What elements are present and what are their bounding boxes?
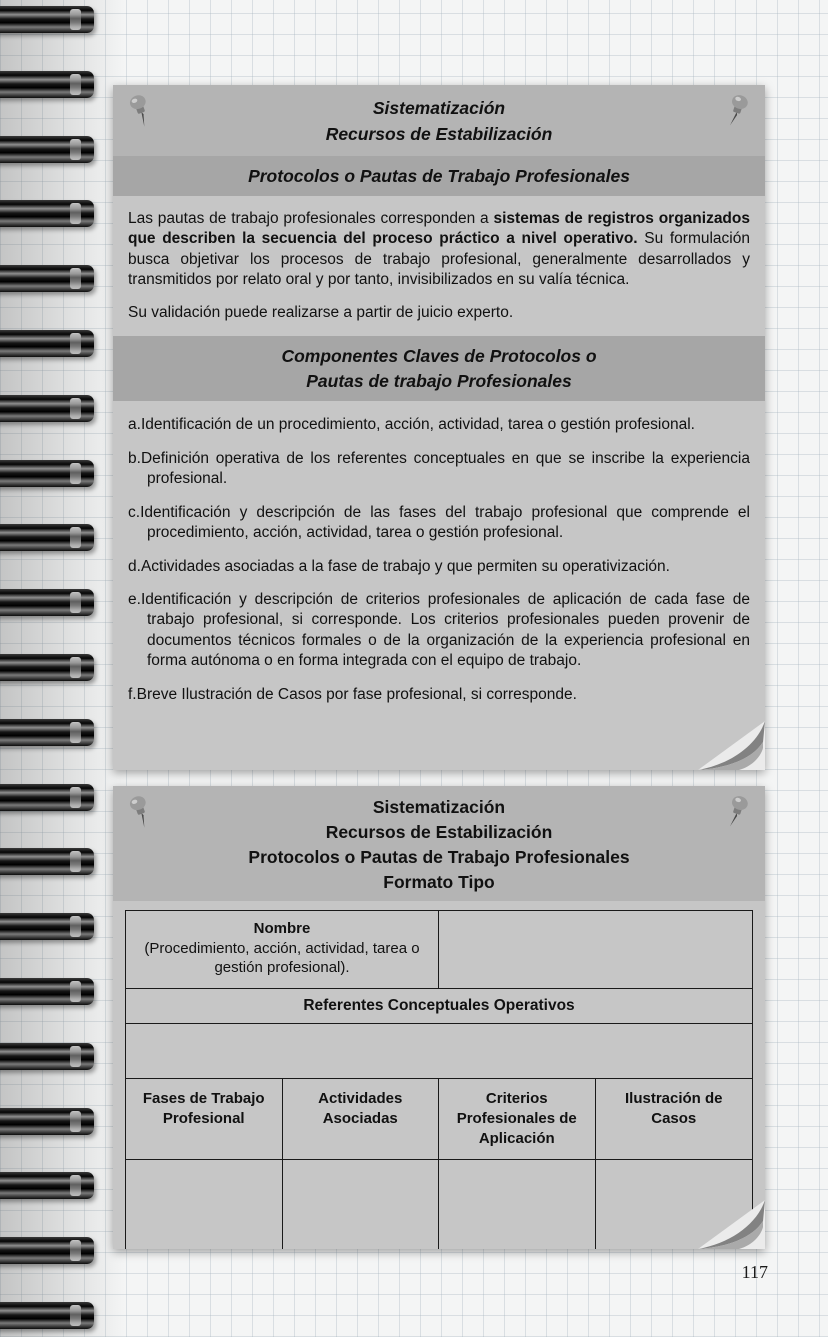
- card2-title-line3: Protocolos o Pautas de Trabajo Profesionales: [248, 846, 630, 867]
- list-item-f-label: f.: [128, 685, 137, 703]
- page-number: 117: [741, 1262, 768, 1282]
- spiral-coil-icon: [0, 1172, 94, 1199]
- spiral-coil-icon: [0, 524, 94, 551]
- formato-tipo-table: [125, 910, 753, 1249]
- list-item-e-label: e.: [128, 590, 141, 608]
- card2-title-line2: Recursos de Estabilización: [325, 821, 553, 842]
- paragraph-definition-pre: Las pautas de trabajo profesionales corresponden a: [128, 210, 494, 227]
- table-cell-referentes-value: [126, 1024, 752, 1079]
- worksheet-card-protocolos: [113, 85, 765, 770]
- spiral-coil-icon: [0, 719, 94, 746]
- card2-title-line1: Sistematización: [372, 797, 506, 817]
- card1-body: [113, 196, 765, 336]
- column-header-fases: Fases de Trabajo Profesional: [126, 1079, 283, 1159]
- table-cell-nombre: [126, 911, 439, 989]
- spiral-coil-icon: [0, 589, 94, 616]
- list-item-e: [128, 590, 750, 672]
- componentes-list: [113, 401, 765, 719]
- list-item-d-text: Actividades asociadas a la fase de trabajo y que permiten su operativización.: [140, 557, 670, 575]
- spiral-coil-icon: [0, 330, 94, 357]
- list-item-b-label: b.: [128, 449, 141, 467]
- nombre-label: Nombre: [253, 920, 311, 938]
- spiral-coil-icon: [0, 6, 94, 33]
- list-item-a: [128, 415, 750, 435]
- page-curl-icon: [695, 1195, 765, 1249]
- list-item-c-text: Identificación y descripción de las fases del trabajo profesional que comprende el procedimiento, acción, actividad, tarea o gestión profesional.: [140, 503, 750, 542]
- card2-title-line4: Formato Tipo: [383, 871, 495, 892]
- spiral-coil-icon: [0, 1237, 94, 1264]
- spiral-coil-icon: [0, 978, 94, 1005]
- column-header-criterios: Criterios Profesionales de Aplicación: [439, 1079, 596, 1159]
- paragraph-definition-post: Su formulación busca objetivar los procesos de trabajo profesional, generalmente desarrollados y transmitidos por relato oral y por tanto, invisibilizados en su valía técnica.: [128, 230, 750, 289]
- spiral-coil-icon: [0, 71, 94, 98]
- nombre-description: (Procedimiento, acción, actividad, tarea o gestión profesional).: [144, 939, 420, 977]
- list-item-a-label: a.: [128, 416, 141, 434]
- section-header-protocolos: Protocolos o Pautas de Trabajo Profesionales: [113, 156, 765, 197]
- spiral-coil-icon: [0, 460, 94, 487]
- list-item-c-label: c.: [128, 503, 141, 521]
- spiral-coil-icon: [0, 784, 94, 811]
- spiral-coil-icon: [0, 200, 94, 227]
- list-item-d-label: d.: [128, 557, 141, 575]
- list-item-c: [128, 503, 750, 544]
- spiral-coil-icon: [0, 136, 94, 163]
- spiral-coil-icon: [0, 1108, 94, 1135]
- spiral-coil-icon: [0, 1302, 94, 1329]
- section-header-componentes: [113, 336, 765, 401]
- column-header-ilustracion: Ilustración de Casos: [596, 1079, 753, 1159]
- page-curl-icon: [695, 716, 765, 770]
- list-item-d: [128, 557, 750, 577]
- table-cell-nombre-value: [439, 911, 752, 989]
- list-item-a-text: Identificación de un procedimiento, acción, actividad, tarea o gestión profesional.: [140, 416, 695, 434]
- card2-title: [113, 786, 765, 901]
- spiral-coil-icon: [0, 395, 94, 422]
- column-header-actividades: Actividades Asociadas: [283, 1079, 440, 1159]
- paragraph-definition-bold: sistemas de registros organizados que describen la secuencia del proceso práctico a nivel operativo.: [128, 210, 750, 248]
- card1-title-line1: Sistematización: [372, 98, 506, 118]
- spiral-coil-icon: [0, 848, 94, 875]
- list-item-b: [128, 449, 750, 490]
- table-cell-actividades-value: [283, 1160, 440, 1249]
- spiral-coil-icon: [0, 913, 94, 940]
- table-header-referentes: Referentes Conceptuales Operativos: [126, 989, 752, 1024]
- section-header-componentes-line2: Pautas de trabajo Profesionales: [306, 370, 572, 391]
- spiral-binding: [0, 0, 102, 1337]
- list-item-f-text: Breve Ilustración de Casos por fase profesional, si corresponde.: [136, 685, 577, 703]
- section-header-componentes-line1: Componentes Claves de Protocolos o: [281, 346, 597, 367]
- table-cell-fases-value: [126, 1160, 283, 1249]
- list-item-e-text: Identificación y descripción de criterios profesionales de aplicación de cada fase de trabajo profesional, si corresponde. Los criterios profesionales pueden provenir de documentos técnicos formales o de la organización de la experiencia profesional en forma autónoma o en forma integrada con el equipo de trabajo.: [140, 590, 750, 670]
- paragraph-definition: [128, 209, 750, 291]
- spiral-coil-icon: [0, 1043, 94, 1070]
- worksheet-card-formato-tipo: [113, 786, 765, 1249]
- paragraph-validacion: Su validación puede realizarse a partir de juicio experto.: [128, 303, 514, 321]
- spiral-coil-icon: [0, 265, 94, 292]
- list-item-b-text: Definición operativa de los referentes conceptuales en que se inscribe la experiencia profesional.: [140, 449, 750, 488]
- table-cell-criterios-value: [439, 1160, 596, 1249]
- list-item-f: [128, 685, 750, 705]
- spiral-coil-icon: [0, 654, 94, 681]
- card1-title-line2: Recursos de Estabilización: [325, 124, 553, 145]
- card1-title: [113, 85, 765, 156]
